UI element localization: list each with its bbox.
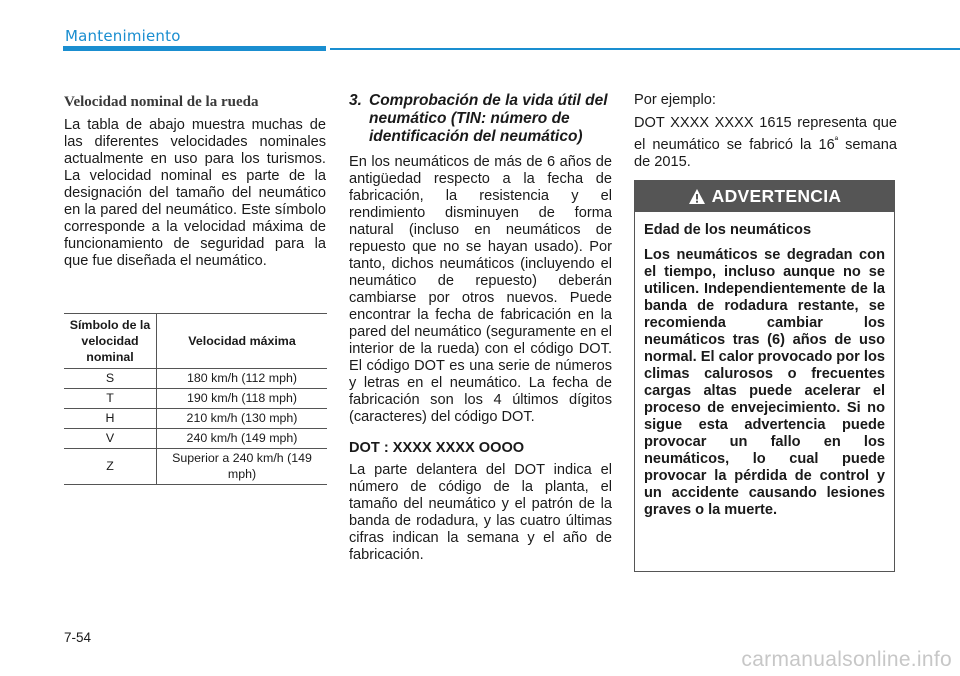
- warning-box: [634, 180, 895, 572]
- table-cell-symbol: S: [64, 369, 157, 389]
- table-cell-symbol: Z: [64, 449, 157, 485]
- table-cell-speed: Superior a 240 km/h (149 mph): [157, 449, 328, 485]
- speed-rating-heading: Velocidad nominal de la rueda: [64, 94, 259, 110]
- table-row: [64, 409, 327, 429]
- dot-code-explanation: La parte delantera del DOT indica el número de código de la planta, el tamaño del neumático y el patrón de la banda de rodadura, y las cuatro últimas cifras indican la semana y el año de fabricación.: [349, 462, 612, 563]
- table-header-symbol: Símbolo de la velocidad nominal: [64, 314, 157, 369]
- example-label: Por ejemplo:: [634, 92, 716, 108]
- page-number: 7-54: [64, 630, 92, 645]
- tire-life-paragraph: En los neumáticos de más de 6 años de antigüedad respecto a la fecha de fabricación, la resistencia y el rendimiento disminuyen de forma natural (incluso en neumáticos de repuesto que no se hayan usado). Por tanto, dichos neumáticos (incluyendo el neumático de repuesto) deberán cambiarse por otros nuevos. Puede encontrar la fecha de fabricación en la pared del neumático (seguramente en el interior de la rueda) con el código DOT. El código DOT es una serie de números y letras en el neumático. La fecha de fabricación son los 4 últimos dígitos (caracteres) del código DOT.: [349, 154, 612, 425]
- table-row: [64, 369, 327, 389]
- warning-text: Los neumáticos se degradan con el tiempo, incluso aunque no se utilicen. Independientemente de la banda de rodadura restante, se recomienda cambiar los neumáticos tras (6) años de uso normal. El calor provocado por los climas calurosos o frecuentes cargas altas puede acelerar el proceso de envejecimiento. Si no sigue esta advertencia puede provocar un fallo en los neumáticos, lo cual puede provocar la pérdida de control y un accidente causando lesiones graves o la muerte.: [644, 247, 885, 518]
- table-cell-speed: 240 km/h (149 mph): [157, 429, 328, 449]
- right-column: [634, 92, 897, 171]
- table-cell-speed: 190 km/h (118 mph): [157, 389, 328, 409]
- warning-triangle-icon: [688, 188, 706, 205]
- table-cell-speed: 180 km/h (112 mph): [157, 369, 328, 389]
- speed-rating-table: [64, 313, 327, 485]
- table-cell-symbol: V: [64, 429, 157, 449]
- example-text: DOT XXXX XXXX 1615 representa que el neumático se fabricó la 16: [634, 115, 897, 153]
- warning-label: ADVERTENCIA: [711, 186, 842, 206]
- dot-code-format: DOT : XXXX XXXX OOOO: [349, 440, 525, 456]
- table-row: [64, 389, 327, 409]
- table-header-row: [64, 314, 327, 369]
- speed-rating-paragraph: La tabla de abajo muestra muchas de las diferentes velocidades nominales actualmente en uso para los turismos. La velocidad nominal es parte de la designación del tamaño del neumático en la pared del neumático. Este símbolo corresponde a la velocidad máxima de funcionamiento de seguridad para la que fue diseñada el neumático.: [64, 117, 326, 269]
- table-cell-symbol: H: [64, 409, 157, 429]
- table-cell-speed: 210 km/h (130 mph): [157, 409, 328, 429]
- tire-life-heading-number: 3.: [349, 92, 362, 109]
- table-header-max-speed: Velocidad máxima: [157, 314, 328, 369]
- example-paragraph: [634, 115, 897, 171]
- section-title: Mantenimiento: [65, 27, 181, 45]
- left-column: [64, 92, 326, 270]
- table-cell-symbol: T: [64, 389, 157, 409]
- watermark: carmanualsonline.info: [741, 648, 952, 671]
- header-accent-bar: [63, 46, 326, 51]
- middle-column: [349, 92, 612, 564]
- header-divider-line: [330, 48, 960, 50]
- tire-life-heading-text: Comprobación de la vida útil del neumático (TIN: número de identificación del neumático): [369, 92, 608, 145]
- example-text-end: semana de 2015.: [634, 136, 897, 170]
- warning-header: [635, 181, 894, 212]
- table-row: [64, 449, 327, 485]
- warning-title: Edad de los neumáticos: [644, 222, 812, 238]
- table-row: [64, 429, 327, 449]
- example-superscript: ª: [834, 135, 839, 145]
- tire-life-heading: [349, 92, 612, 146]
- warning-body: [635, 212, 894, 519]
